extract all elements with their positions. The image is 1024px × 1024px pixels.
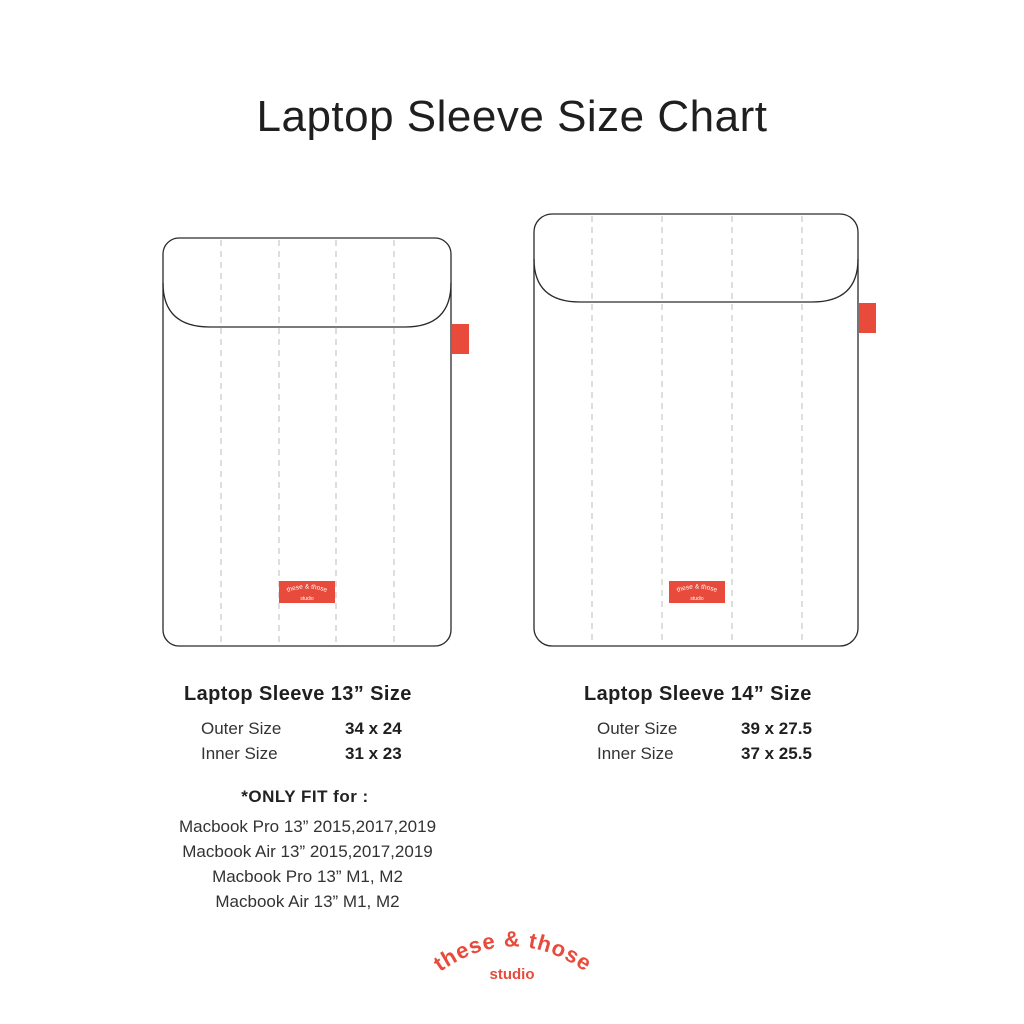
sleeve-13-side-tab — [452, 324, 469, 354]
sleeve-14-brand-tag-name: these & those — [675, 583, 719, 594]
sleeve-13-drawing — [163, 238, 469, 646]
sleeve-14-outer-label: Outer Size — [597, 719, 678, 738]
sleeve-14-inner-value: 37 x 25.5 — [741, 744, 812, 763]
sleeve-14-side-tab — [859, 303, 876, 333]
brand-logo-sub: studio — [489, 966, 535, 983]
sleeve-13-outer-label: Outer Size — [201, 719, 282, 738]
sleeve-14-inner-label: Inner Size — [597, 744, 674, 763]
sleeve-14-heading: Laptop Sleeve 14” Size — [584, 683, 812, 705]
sleeve-13-outer-value: 34 x 24 — [345, 719, 402, 738]
fit-item: Macbook Pro 13” 2015,2017,2019 — [178, 817, 437, 836]
sleeve-14-outer-value: 39 x 27.5 — [741, 719, 812, 738]
fit-list — [150, 814, 465, 914]
sleeve-13-brand-tag-name: these & those — [285, 583, 329, 594]
fit-item: Macbook Air 13” M1, M2 — [215, 892, 400, 911]
fit-item: Macbook Pro 13” M1, M2 — [212, 867, 403, 886]
brand-logo — [429, 926, 597, 983]
fit-heading: *ONLY FIT for : — [241, 787, 369, 806]
fit-item: Macbook Air 13” 2015,2017,2019 — [182, 842, 433, 861]
sleeve-14-drawing — [534, 214, 876, 646]
sleeve-13-inner-label: Inner Size — [201, 744, 278, 763]
sleeve-14-brand-tag-sub: studio — [690, 596, 704, 602]
page-title: Laptop Sleeve Size Chart — [256, 92, 768, 141]
sleeve-13-inner-value: 31 x 23 — [345, 744, 402, 763]
sleeve-13-heading: Laptop Sleeve 13” Size — [184, 683, 412, 705]
brand-logo-name: these & those — [428, 926, 597, 977]
sleeve-13-brand-tag-sub: studio — [300, 596, 314, 602]
